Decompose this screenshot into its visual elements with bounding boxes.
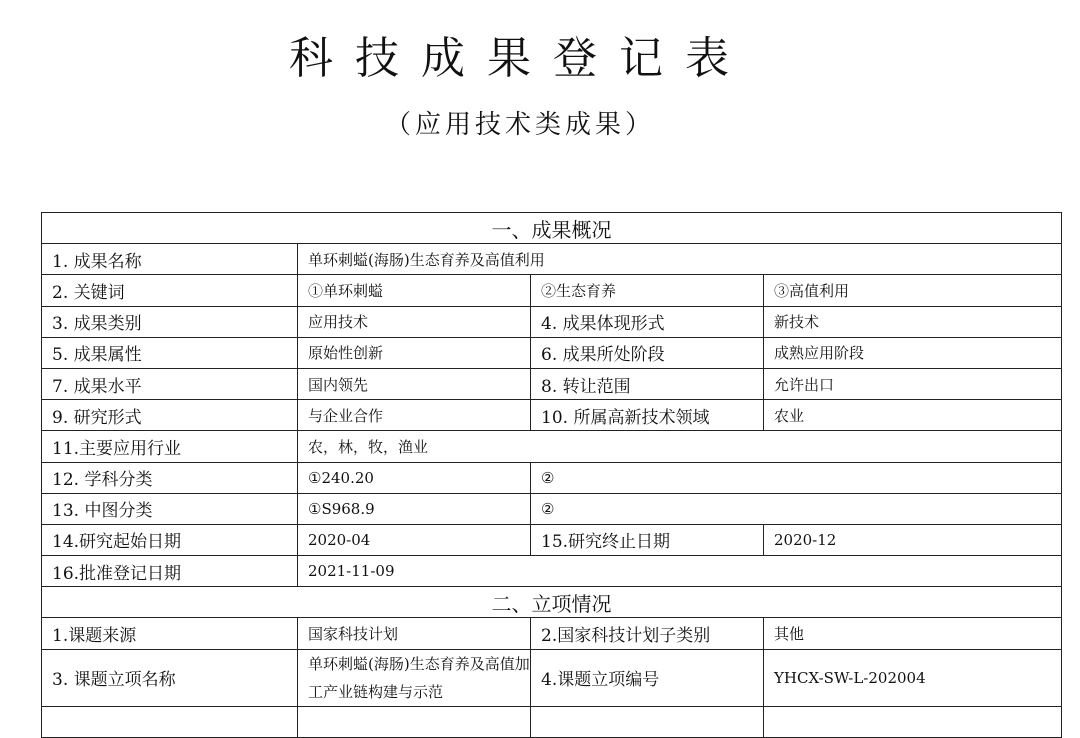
field-value: ①240.20: [298, 462, 531, 493]
table-row: [42, 244, 1062, 275]
field-label: 3. 成果类别: [42, 306, 298, 337]
field-value: 农，林，牧，渔业: [298, 431, 1062, 462]
table-row: [42, 706, 1062, 737]
field-label: 2.国家科技计划子类别: [531, 618, 764, 649]
table-row: [42, 462, 1062, 493]
field-label: 2. 关键词: [42, 275, 298, 306]
field-label: 3. 课题立项名称: [42, 649, 298, 706]
page-title: 科技成果登记表: [289, 33, 751, 84]
field-value: 2020-12: [764, 524, 1062, 555]
field-label: [531, 706, 764, 737]
field-label: [42, 706, 298, 737]
table-row: [42, 493, 1062, 524]
table-row: [42, 618, 1062, 649]
table-row: [42, 524, 1062, 555]
field-label: 5. 成果属性: [42, 337, 298, 368]
section-header-overview: 一、成果概况: [42, 213, 1062, 244]
field-label: 15.研究终止日期: [531, 524, 764, 555]
field-value: [764, 706, 1062, 737]
field-label: 4. 成果体现形式: [531, 306, 764, 337]
field-value: 应用技术: [298, 306, 531, 337]
field-value: YHCX-SW-L-202004: [764, 649, 1062, 706]
field-label: 11.主要应用行业: [42, 431, 298, 462]
field-value: ②生态育养: [531, 275, 764, 306]
table-row: [42, 556, 1062, 587]
field-label: 16.批准登记日期: [42, 556, 298, 587]
page-subtitle: （应用技术类成果）: [384, 110, 655, 140]
field-value: 成熟应用阶段: [764, 337, 1062, 368]
field-value: 国内领先: [298, 368, 531, 399]
field-label: 9. 研究形式: [42, 400, 298, 431]
field-value: 其他: [764, 618, 1062, 649]
section-header-project: 二、立项情况: [42, 587, 1062, 618]
field-value: 单环刺螠(海肠)生态育养及高值利用: [298, 244, 1062, 275]
field-value: 2020-04: [298, 524, 531, 555]
field-value: ③高值利用: [764, 275, 1062, 306]
field-value: ②: [531, 493, 1062, 524]
table-row: [42, 431, 1062, 462]
field-label: 13. 中图分类: [42, 493, 298, 524]
field-label: 4.课题立项编号: [531, 649, 764, 706]
field-value: ②: [531, 462, 1062, 493]
field-value: 允许出口: [764, 368, 1062, 399]
field-label: 8. 转让范围: [531, 368, 764, 399]
table-row: [42, 306, 1062, 337]
field-value: 单环刺螠(海肠)生态育养及高值加工产业链构建与示范: [298, 649, 531, 706]
field-value: 与企业合作: [298, 400, 531, 431]
field-label: 12. 学科分类: [42, 462, 298, 493]
field-label: 6. 成果所处阶段: [531, 337, 764, 368]
table-row: [42, 275, 1062, 306]
field-label: 1.课题来源: [42, 618, 298, 649]
field-label: 10. 所属高新技术领域: [531, 400, 764, 431]
field-value: [298, 706, 531, 737]
field-value: ①S968.9: [298, 493, 531, 524]
field-value: ①单环刺螠: [298, 275, 531, 306]
table-row: [42, 337, 1062, 368]
field-value: 2021-11-09: [298, 556, 1062, 587]
table-row: [42, 368, 1062, 399]
table-row: [42, 649, 1062, 706]
registration-form-table: [41, 212, 1062, 738]
field-value: 农业: [764, 400, 1062, 431]
field-value: 国家科技计划: [298, 618, 531, 649]
field-value: 新技术: [764, 306, 1062, 337]
field-label: 1. 成果名称: [42, 244, 298, 275]
field-label: 7. 成果水平: [42, 368, 298, 399]
table-row: [42, 400, 1062, 431]
field-value: 原始性创新: [298, 337, 531, 368]
field-label: 14.研究起始日期: [42, 524, 298, 555]
